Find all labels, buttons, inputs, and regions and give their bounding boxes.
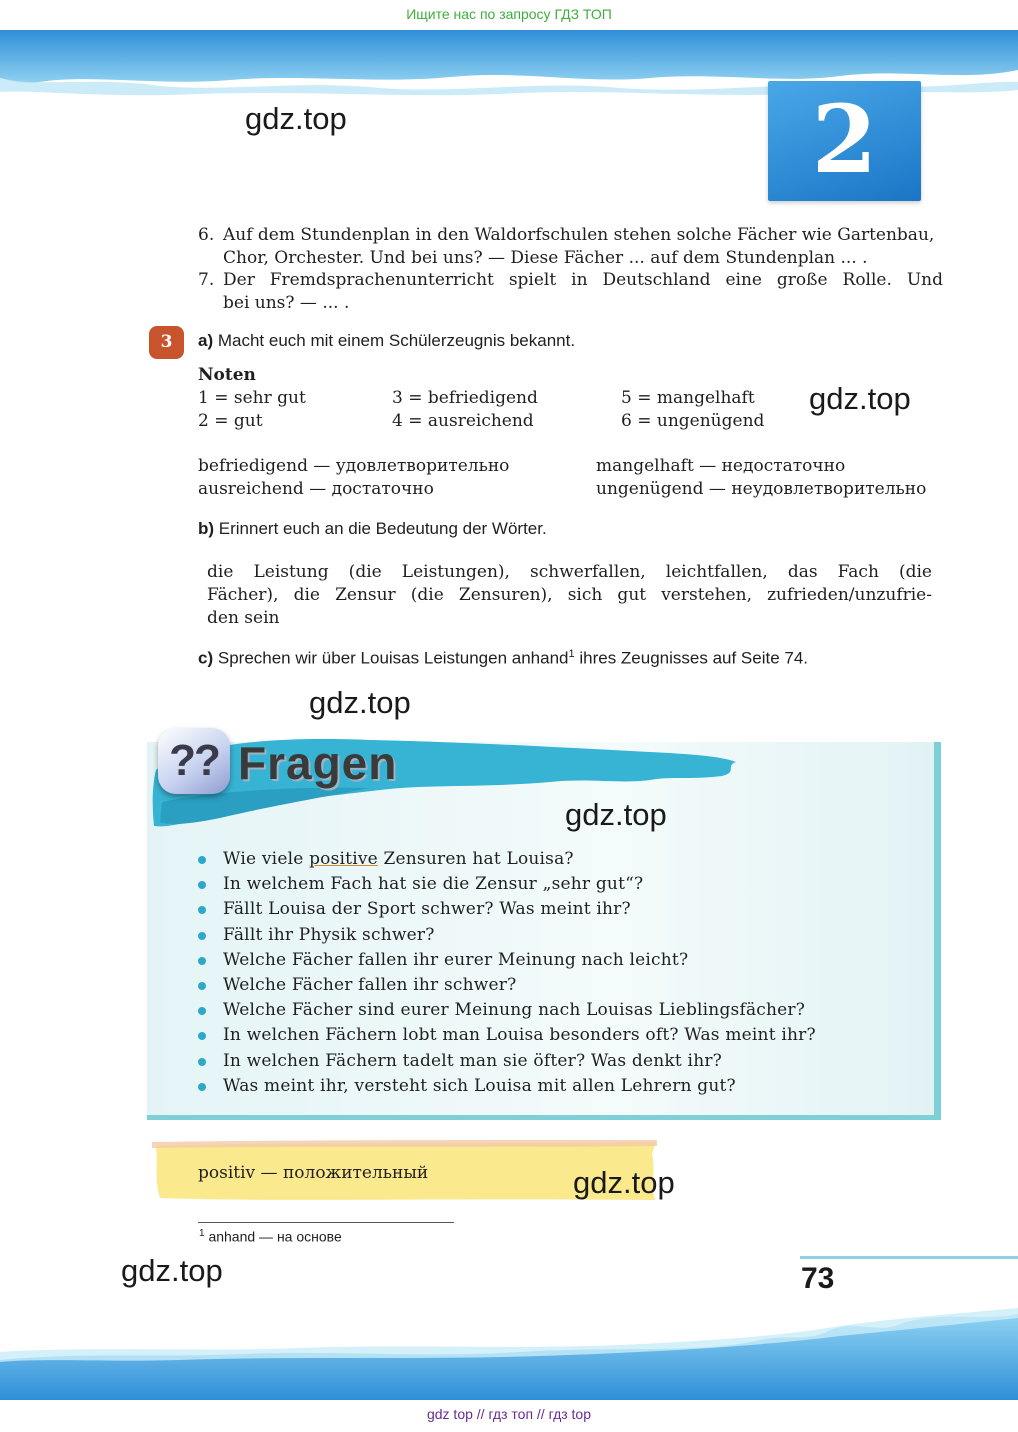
word-line: die Leistung (die Leistungen), schwerfallen, leichtfallen, das Fach (die (207, 562, 932, 582)
question-item: In welchen Fächern tadelt man sie öfter? Was denkt ihr? (196, 1049, 916, 1074)
task-text: ihres Zeugnisses auf Seite 74. (574, 648, 809, 668)
item-6 (198, 224, 943, 270)
translation: ungenügend — неудовлетворительно (596, 479, 927, 499)
translation-column-1 (198, 455, 509, 501)
question-item: Fällt Louisa der Sport schwer? Was meint ihr? (196, 897, 916, 922)
grade-row: 2 = gut (198, 411, 263, 431)
question-icon-glyph: ?? (169, 736, 219, 785)
grade-column-2 (392, 387, 538, 433)
translation-column-2 (596, 455, 926, 501)
chapter-number: 2 (811, 85, 878, 195)
exercise-badge: 3 (149, 326, 184, 359)
grade-column-1 (198, 387, 306, 433)
watermark: gdz.top (809, 381, 911, 416)
vocab-entry: positiv — положительный (198, 1163, 429, 1183)
item-number: 7. (198, 270, 215, 290)
item-number: 6. (198, 225, 215, 245)
question-item: Welche Fächer fallen ihr eurer Meinung nach leicht? (196, 948, 916, 973)
footnote-number: 1 (199, 1228, 205, 1239)
page-number-rule (800, 1256, 1018, 1259)
question-item: Welche Fächer fallen ihr schwer? (196, 973, 916, 998)
bullet-icon (198, 982, 206, 990)
item-7 (198, 269, 943, 315)
question-item: Fällt ihr Physik schwer? (196, 923, 916, 948)
task-label: a) (198, 331, 214, 350)
bullet-icon (198, 906, 206, 914)
question-item: Was meint ihr, versteht sich Louisa mit allen Lehrern gut? (196, 1074, 916, 1099)
item-text-line: Der Fremdsprachenunterricht spielt in Deutschland eine große Rolle. Und (223, 270, 943, 290)
watermark: gdz.top (573, 1165, 675, 1200)
word-line: den sein (207, 608, 280, 628)
noten-title: Noten (198, 365, 256, 385)
grade-row: 6 = ungenügend (621, 411, 765, 431)
watermark: gdz.top (309, 685, 411, 720)
bullet-icon (198, 881, 206, 889)
bottom-wave-decoration (0, 1300, 1018, 1400)
translation: mangelhaft — недостаточно (596, 456, 846, 476)
task-label: c) (198, 648, 214, 668)
word-list (207, 561, 932, 630)
question-list (196, 847, 916, 1099)
translation: ausreichend — достаточно (198, 479, 434, 499)
translation: befriedigend — удовлетворительно (198, 456, 510, 476)
word-line: Fächer), die Zensur (die Zensuren), sich gut verstehen, zufrieden/unzufrie- (207, 585, 932, 605)
page-number: 73 (801, 1262, 835, 1295)
task-text: Sprechen wir über Louisas Leistungen anhand (217, 648, 569, 668)
footnote (199, 1228, 342, 1245)
watermark: gdz.top (245, 101, 347, 136)
question-item: Wie viele positive Zensuren hat Louisa? (196, 847, 916, 872)
item-text-line: Auf dem Stundenplan in den Waldorfschulen stehen solche Fächer wie Gartenbau, (223, 225, 935, 245)
bullet-icon (198, 932, 206, 940)
bullet-icon (198, 856, 206, 864)
item-text-line: Chor, Orchester. Und bei uns? — Diese Fächer ... auf dem Stundenplan ... . (223, 248, 868, 268)
bullet-icon (198, 1007, 206, 1015)
task-b (198, 519, 547, 539)
question-item: Welche Fächer sind eurer Meinung nach Louisas Lieblingsfächer? (196, 998, 916, 1023)
watermark: gdz.top (565, 797, 667, 832)
question-item: In welchen Fächern lobt man Louisa besonders oft? Was meint ihr? (196, 1023, 916, 1048)
footnote-ref: 1 (568, 648, 575, 660)
bottom-banner[interactable]: gdz top // гдз топ // гдз top (426, 1406, 592, 1422)
footnote-divider (198, 1222, 454, 1223)
task-text: Erinnert euch an die Bedeutung der Wörter. (218, 519, 547, 538)
task-a (198, 331, 575, 351)
item-text-line: bei uns? — ... . (223, 293, 350, 313)
task-label: b) (198, 519, 215, 538)
grade-row: 4 = ausreichend (392, 411, 534, 431)
bullet-icon (198, 1032, 206, 1040)
watermark: gdz.top (121, 1253, 223, 1288)
underlined-word: positive (309, 849, 378, 869)
bullet-icon (198, 1058, 206, 1066)
bullet-icon (198, 957, 206, 965)
top-banner[interactable]: Ищите нас по запросу ГДЗ ТОП (406, 6, 612, 22)
grade-row: 1 = sehr gut (198, 388, 306, 408)
fragen-title: Fragen (238, 737, 398, 789)
grade-column-3 (621, 387, 764, 433)
task-text: Macht euch mit einem Schülerzeugnis bekannt. (217, 331, 576, 350)
grade-row: 5 = mangelhaft (621, 388, 755, 408)
bullet-icon (198, 1083, 206, 1091)
task-c (198, 648, 808, 669)
footnote-text: anhand — на основе (208, 1228, 342, 1245)
grade-row: 3 = befriedigend (392, 388, 538, 408)
question-item: In welchem Fach hat sie die Zensur „sehr gut“? (196, 872, 916, 897)
